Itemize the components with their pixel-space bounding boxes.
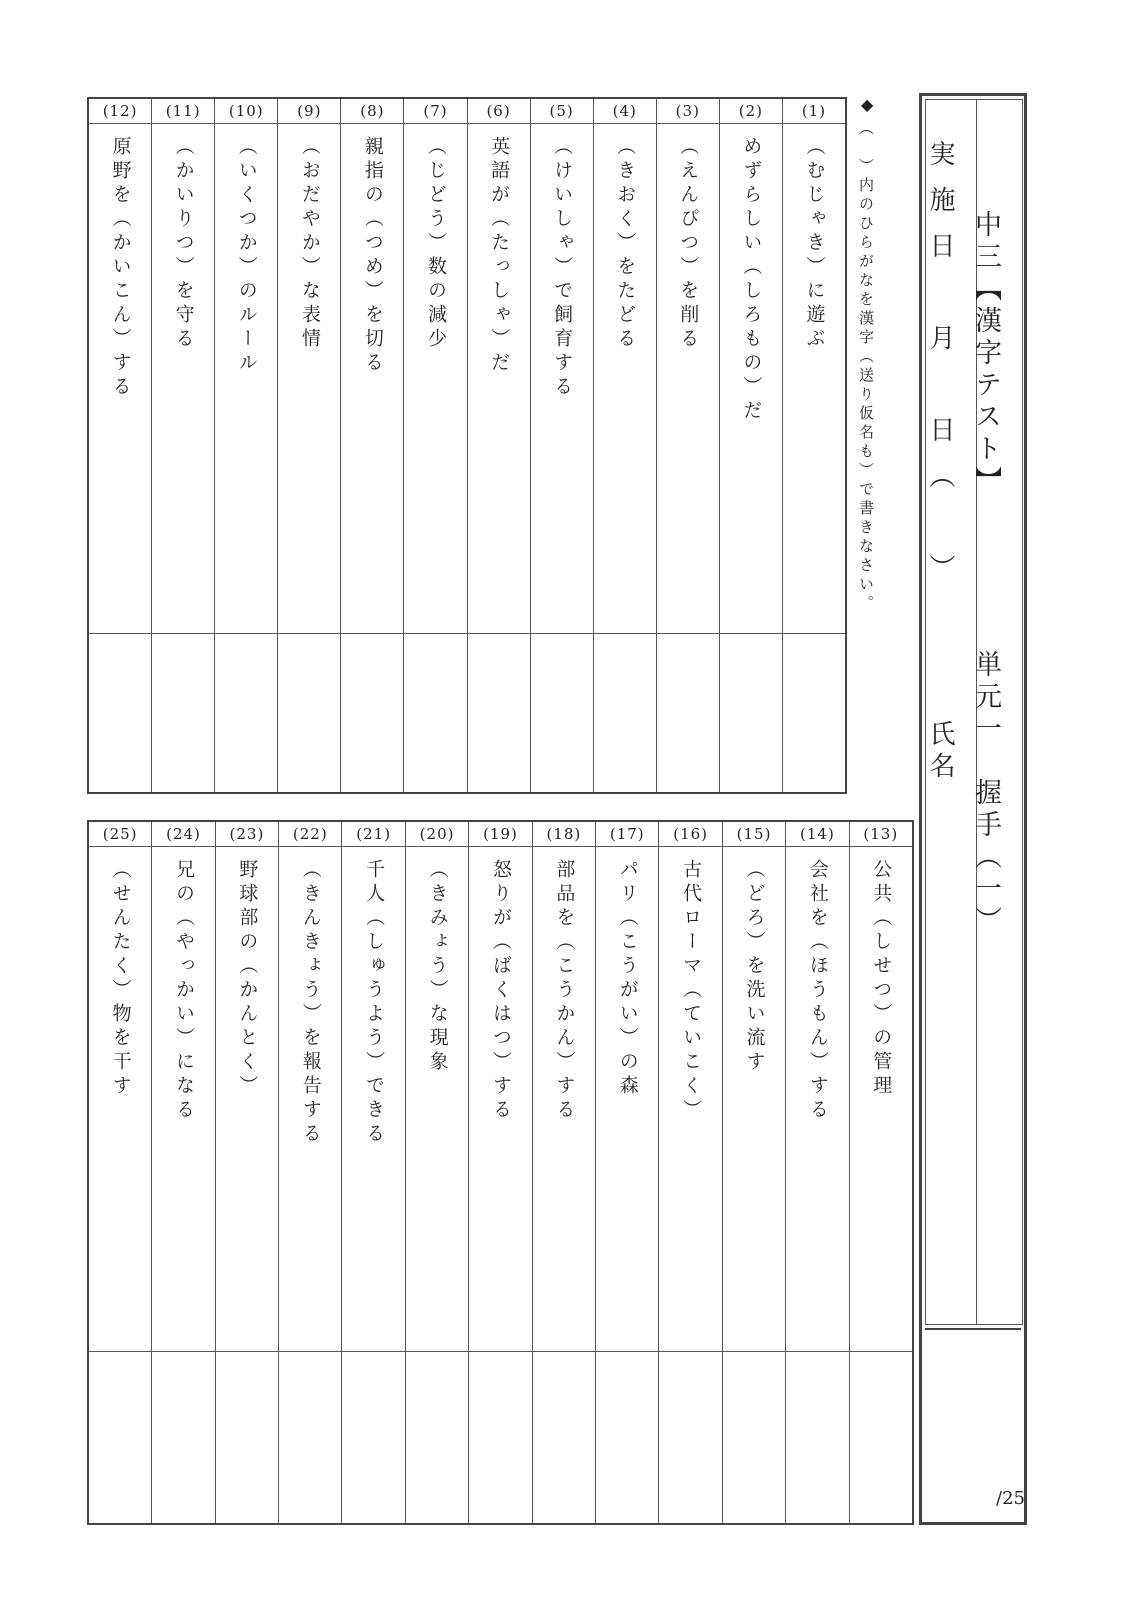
question-text: （せんたく）物を干す: [109, 859, 132, 1099]
answer-cell[interactable]: [720, 634, 782, 792]
question-cell: [531, 124, 593, 634]
question-cell: [596, 847, 658, 1352]
answer-cell[interactable]: [659, 1352, 721, 1523]
answer-cell[interactable]: [152, 634, 214, 792]
answer-cell[interactable]: [89, 1352, 151, 1523]
question-number: (6): [468, 99, 530, 124]
answer-cell[interactable]: [215, 634, 277, 792]
question-number: (22): [279, 822, 341, 847]
question-text: （おだやか）な表情: [298, 136, 321, 352]
question-table-top: [87, 97, 847, 794]
question-number: (14): [786, 822, 848, 847]
question-number: (10): [215, 99, 277, 124]
test-title: 中三【漢字テスト】: [970, 210, 1001, 498]
question-text: めずらしい（しろもの）だ: [740, 136, 763, 424]
question-number: (15): [723, 822, 785, 847]
date-label: 実施日 月 日（ ）: [925, 140, 955, 600]
question-text: 古代ローマ（ていこく）: [680, 859, 703, 1123]
answer-cell[interactable]: [657, 634, 719, 792]
score-divider: [925, 1328, 1021, 1330]
question-cell: [786, 847, 848, 1352]
answer-cell[interactable]: [469, 1352, 531, 1523]
answer-cell[interactable]: [341, 634, 403, 792]
question-cell: [469, 847, 531, 1352]
question-cell: [659, 847, 721, 1352]
question-column: [785, 822, 848, 1523]
question-cell: [89, 124, 151, 634]
instruction-mark: ◆: [861, 95, 874, 114]
answer-cell[interactable]: [278, 634, 340, 792]
question-number: (1): [783, 99, 845, 124]
question-number: (4): [594, 99, 656, 124]
answer-cell[interactable]: [279, 1352, 341, 1523]
question-cell: [594, 124, 656, 634]
answer-cell[interactable]: [723, 1352, 785, 1523]
question-column: [89, 822, 151, 1523]
question-number: (18): [533, 822, 595, 847]
question-cell: [89, 847, 151, 1352]
question-text: （どろ）を洗い流す: [743, 859, 766, 1075]
question-text: 公共（しせつ）の管理: [870, 859, 893, 1099]
question-text: （じどう）数の減少: [424, 136, 447, 352]
question-cell: [783, 124, 845, 634]
answer-cell[interactable]: [216, 1352, 278, 1523]
question-number: (17): [596, 822, 658, 847]
question-column: [214, 99, 277, 792]
instruction-text: （ ）内のひらがなを漢字（送り仮名も）で書きなさい。: [857, 120, 875, 614]
answer-cell[interactable]: [596, 1352, 658, 1523]
question-text: 原野を（かいこん）する: [109, 136, 132, 400]
question-column: [595, 822, 658, 1523]
question-number: (7): [404, 99, 466, 124]
question-number: (9): [278, 99, 340, 124]
question-text: 会社を（ほうもん）する: [806, 859, 829, 1123]
answer-cell[interactable]: [531, 634, 593, 792]
question-text: （かいりつ）を守る: [172, 136, 195, 352]
question-text: （きおく）をたどる: [614, 136, 637, 352]
question-number: (21): [342, 822, 404, 847]
unit-label: 単元一 握手（一）: [970, 650, 1001, 938]
question-cell: [215, 124, 277, 634]
question-number: (16): [659, 822, 721, 847]
question-column: [89, 99, 151, 792]
question-text: 兄の（やっかい）になる: [173, 859, 195, 1123]
question-text: （いくつか）のルール: [235, 136, 258, 376]
question-number: (11): [152, 99, 214, 124]
question-text: （きんきょう）を報告する: [299, 859, 322, 1147]
question-column: [403, 99, 466, 792]
question-cell: [152, 124, 214, 634]
answer-cell[interactable]: [533, 1352, 595, 1523]
answer-cell[interactable]: [468, 634, 530, 792]
question-number: (3): [657, 99, 719, 124]
question-cell: [152, 847, 214, 1352]
question-column: [722, 822, 785, 1523]
question-cell: [468, 124, 530, 634]
question-column: [215, 822, 278, 1523]
question-cell: [723, 847, 785, 1352]
question-text: （むじゃき）に遊ぶ: [803, 136, 826, 352]
question-number: (25): [89, 822, 151, 847]
question-column: [151, 99, 214, 792]
answer-cell[interactable]: [406, 1352, 468, 1523]
question-text: （けいしゃ）で飼育する: [551, 136, 574, 400]
answer-cell[interactable]: [152, 1352, 214, 1523]
question-cell: [406, 847, 468, 1352]
question-column: [593, 99, 656, 792]
question-number: (2): [720, 99, 782, 124]
question-column: [151, 822, 214, 1523]
question-cell: [533, 847, 595, 1352]
name-label: 氏名: [925, 720, 955, 784]
question-cell: [720, 124, 782, 634]
question-cell: [278, 124, 340, 634]
question-number: (19): [469, 822, 531, 847]
question-cell: [341, 124, 403, 634]
question-column: [467, 99, 530, 792]
answer-cell[interactable]: [404, 634, 466, 792]
question-column: [658, 822, 721, 1523]
answer-cell[interactable]: [783, 634, 845, 792]
question-column: [656, 99, 719, 792]
answer-cell[interactable]: [89, 634, 151, 792]
question-cell: [342, 847, 404, 1352]
question-text: 野球部の（かんとく）: [236, 859, 259, 1099]
question-column: [532, 822, 595, 1523]
question-text: パリ（こうがい）の森: [616, 859, 639, 1099]
question-text: 千人（しゅうよう）できる: [363, 859, 386, 1147]
question-text: 親指の（つめ）を切る: [361, 136, 384, 376]
question-column: [277, 99, 340, 792]
question-cell: [216, 847, 278, 1352]
question-table-bottom: [87, 820, 914, 1525]
question-column: [340, 99, 403, 792]
question-number: (20): [406, 822, 468, 847]
answer-cell[interactable]: [594, 634, 656, 792]
question-text: （きみょう）な現象: [426, 859, 449, 1075]
question-column: [849, 822, 912, 1523]
question-text: 怒りが（ばくはつ）する: [489, 859, 512, 1123]
question-column: [405, 822, 468, 1523]
question-column: [468, 822, 531, 1523]
question-cell: [279, 847, 341, 1352]
question-number: (5): [531, 99, 593, 124]
question-number: (23): [216, 822, 278, 847]
answer-cell[interactable]: [786, 1352, 848, 1523]
answer-cell[interactable]: [342, 1352, 404, 1523]
question-column: [278, 822, 341, 1523]
question-column: [341, 822, 404, 1523]
question-column: [782, 99, 845, 792]
question-number: (13): [850, 822, 912, 847]
question-column: [530, 99, 593, 792]
question-column: [719, 99, 782, 792]
question-text: 部品を（こうかん）する: [553, 859, 576, 1123]
question-cell: [404, 124, 466, 634]
question-number: (12): [89, 99, 151, 124]
question-cell: [850, 847, 912, 1352]
answer-cell[interactable]: [850, 1352, 912, 1523]
score-total: /25: [996, 1488, 1025, 1509]
question-number: (24): [152, 822, 214, 847]
question-cell: [657, 124, 719, 634]
question-text: 英語が（たっしゃ）だ: [488, 136, 511, 376]
question-number: (8): [341, 99, 403, 124]
question-text: （えんぴつ）を削る: [677, 136, 700, 352]
